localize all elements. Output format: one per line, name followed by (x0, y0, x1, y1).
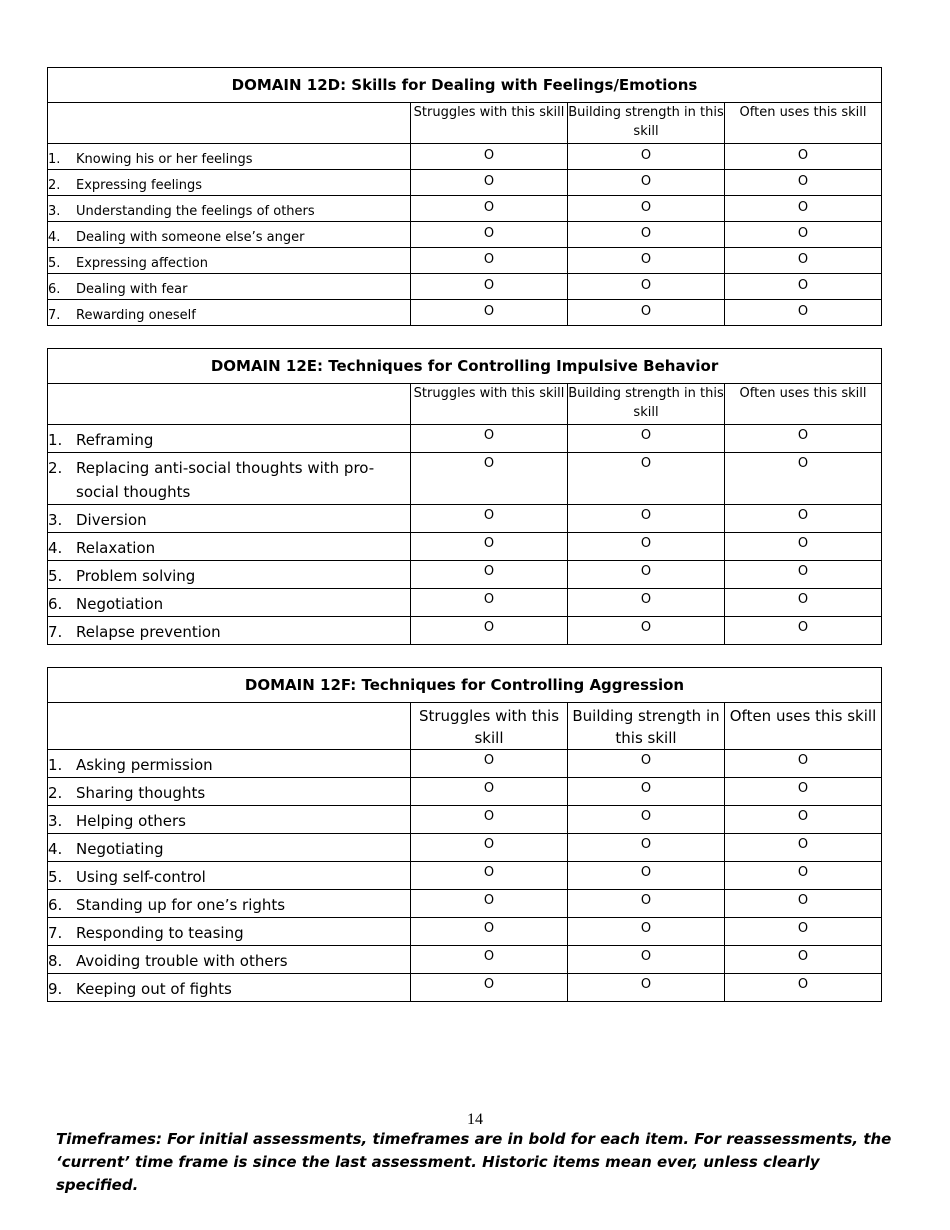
table-row (48, 890, 882, 918)
item-number: 6. (48, 282, 61, 297)
item-cell (48, 918, 411, 946)
col-often: Often uses this skill (725, 103, 882, 144)
item-number: 9. (48, 980, 63, 998)
often-option[interactable]: O (725, 890, 882, 918)
struggles-option[interactable]: O (411, 862, 568, 890)
often-option[interactable]: O (725, 144, 882, 170)
struggles-option[interactable]: O (411, 806, 568, 834)
struggles-option[interactable]: O (411, 248, 568, 274)
item-number: 4. (48, 840, 63, 858)
item-label: Using self-control (76, 868, 206, 886)
item-cell (48, 196, 411, 222)
item-number: 2. (48, 784, 63, 802)
item-cell (48, 806, 411, 834)
often-option[interactable]: O (725, 300, 882, 326)
item-label: Replacing anti-social thoughts with pro-social thoughts (76, 459, 375, 501)
domain-12d-table (47, 67, 882, 326)
item-column-header (48, 703, 411, 750)
often-option[interactable]: O (725, 222, 882, 248)
table-row (48, 144, 882, 170)
struggles-option[interactable]: O (411, 589, 568, 617)
table-row (48, 196, 882, 222)
item-number: 2. (48, 459, 63, 477)
building-option[interactable]: O (568, 274, 725, 300)
often-option[interactable]: O (725, 918, 882, 946)
item-cell (48, 505, 411, 533)
building-option[interactable]: O (568, 561, 725, 589)
often-option[interactable]: O (725, 170, 882, 196)
table-row (48, 300, 882, 326)
item-number: 1. (48, 152, 61, 167)
building-option[interactable]: O (568, 589, 725, 617)
often-option[interactable]: O (725, 834, 882, 862)
item-cell (48, 561, 411, 589)
often-option[interactable]: O (725, 248, 882, 274)
often-option[interactable]: O (725, 946, 882, 974)
item-cell (48, 778, 411, 806)
item-label: Diversion (76, 511, 147, 529)
struggles-option[interactable]: O (411, 196, 568, 222)
table-row (48, 222, 882, 248)
item-label: Dealing with fear (76, 282, 188, 297)
item-label: Sharing thoughts (76, 784, 206, 802)
col-building: Building strength in this skill (568, 384, 725, 425)
col-struggles: Struggles with this skill (411, 103, 568, 144)
table-row (48, 533, 882, 561)
item-number: 3. (48, 204, 61, 219)
struggles-option[interactable]: O (411, 778, 568, 806)
item-number: 1. (48, 756, 63, 774)
table-row (48, 248, 882, 274)
col-often: Often uses this skill (725, 703, 882, 750)
struggles-option[interactable]: O (411, 274, 568, 300)
table-row (48, 946, 882, 974)
struggles-option[interactable]: O (411, 144, 568, 170)
building-option[interactable]: O (568, 248, 725, 274)
struggles-option[interactable]: O (411, 890, 568, 918)
item-number: 5. (48, 868, 63, 886)
often-option[interactable]: O (725, 533, 882, 561)
item-label: Relapse prevention (76, 623, 221, 641)
often-option[interactable]: O (725, 196, 882, 222)
struggles-option[interactable]: O (411, 453, 568, 505)
item-label: Avoiding trouble with others (76, 952, 288, 970)
item-cell (48, 425, 411, 453)
item-label: Problem solving (76, 567, 196, 585)
table-row (48, 505, 882, 533)
col-struggles: Struggles with this skill (411, 703, 568, 750)
struggles-option[interactable]: O (411, 222, 568, 248)
building-option[interactable]: O (568, 222, 725, 248)
building-option[interactable]: O (568, 918, 725, 946)
often-option[interactable]: O (725, 806, 882, 834)
building-option[interactable]: O (568, 144, 725, 170)
item-label: Helping others (76, 812, 186, 830)
item-label: Responding to teasing (76, 924, 244, 942)
struggles-option[interactable]: O (411, 946, 568, 974)
often-option[interactable]: O (725, 617, 882, 645)
struggles-option[interactable]: O (411, 300, 568, 326)
struggles-option[interactable]: O (411, 561, 568, 589)
item-number: 6. (48, 896, 63, 914)
table-row (48, 862, 882, 890)
building-option[interactable]: O (568, 196, 725, 222)
item-cell (48, 274, 411, 300)
item-cell (48, 589, 411, 617)
often-option[interactable]: O (725, 505, 882, 533)
item-cell (48, 453, 411, 505)
col-building: Building strength in this skill (568, 703, 725, 750)
building-option[interactable]: O (568, 533, 725, 561)
item-column-header (48, 384, 411, 425)
struggles-option[interactable]: O (411, 617, 568, 645)
item-number: 8. (48, 952, 63, 970)
item-cell (48, 533, 411, 561)
struggles-option[interactable]: O (411, 533, 568, 561)
item-number: 4. (48, 230, 61, 245)
table-row (48, 918, 882, 946)
item-cell (48, 750, 411, 778)
often-option[interactable]: O (725, 453, 882, 505)
building-option[interactable]: O (568, 806, 725, 834)
building-option[interactable]: O (568, 834, 725, 862)
table-row (48, 170, 882, 196)
table-row (48, 589, 882, 617)
item-number: 3. (48, 812, 63, 830)
building-option[interactable]: O (568, 425, 725, 453)
building-option[interactable]: O (568, 974, 725, 1002)
item-label: Relaxation (76, 539, 156, 557)
item-number: 5. (48, 567, 63, 585)
building-option[interactable]: O (568, 300, 725, 326)
struggles-option[interactable]: O (411, 505, 568, 533)
table-row (48, 425, 882, 453)
item-label: Knowing his or her feelings (76, 152, 253, 167)
item-cell (48, 300, 411, 326)
item-cell (48, 222, 411, 248)
item-number: 4. (48, 539, 63, 557)
item-label: Rewarding oneself (76, 308, 196, 323)
item-label: Negotiating (76, 840, 164, 858)
item-number: 6. (48, 595, 63, 613)
often-option[interactable]: O (725, 425, 882, 453)
item-label: Standing up for one’s rights (76, 896, 286, 914)
col-often: Often uses this skill (725, 384, 882, 425)
col-building: Building strength in this skill (568, 103, 725, 144)
item-number: 7. (48, 924, 63, 942)
table-row (48, 778, 882, 806)
item-number: 7. (48, 308, 61, 323)
struggles-option[interactable]: O (411, 425, 568, 453)
item-label: Asking permission (76, 756, 213, 774)
item-label: Understanding the feelings of others (76, 204, 315, 219)
item-number: 1. (48, 431, 63, 449)
item-cell (48, 170, 411, 196)
item-cell (48, 974, 411, 1002)
domain-title: DOMAIN 12F: Techniques for Controlling Aggression (48, 668, 882, 703)
often-option[interactable]: O (725, 750, 882, 778)
domain-title: DOMAIN 12E: Techniques for Controlling Impulsive Behavior (48, 349, 882, 384)
struggles-option[interactable]: O (411, 974, 568, 1002)
table-row (48, 617, 882, 645)
timeframes-note: Timeframes: For initial assessments, timeframes are in bold for each item. For reassessments, the ‘current’ time frame is since the last assessment. Historic items mean ever, unless clearly specified. (56, 1130, 892, 1194)
domain-12e-table (47, 348, 882, 645)
item-cell (48, 144, 411, 170)
struggles-option[interactable]: O (411, 834, 568, 862)
often-option[interactable]: O (725, 589, 882, 617)
item-label: Reframing (76, 431, 154, 449)
building-option[interactable]: O (568, 778, 725, 806)
often-option[interactable]: O (725, 561, 882, 589)
item-number: 7. (48, 623, 63, 641)
building-option[interactable]: O (568, 946, 725, 974)
item-label: Keeping out of fights (76, 980, 232, 998)
table-row (48, 834, 882, 862)
building-option[interactable]: O (568, 505, 725, 533)
item-column-header (48, 103, 411, 144)
building-option[interactable]: O (568, 170, 725, 196)
often-option[interactable]: O (725, 974, 882, 1002)
table-row (48, 561, 882, 589)
item-number: 3. (48, 511, 63, 529)
domain-title: DOMAIN 12D: Skills for Dealing with Feelings/Emotions (48, 68, 882, 103)
item-cell (48, 617, 411, 645)
often-option[interactable]: O (725, 778, 882, 806)
struggles-option[interactable]: O (411, 918, 568, 946)
table-row (48, 806, 882, 834)
item-label: Expressing feelings (76, 178, 203, 193)
table-row (48, 974, 882, 1002)
building-option[interactable]: O (568, 617, 725, 645)
item-label: Expressing affection (76, 256, 208, 271)
table-row (48, 453, 882, 505)
item-label: Dealing with someone else’s anger (76, 230, 305, 245)
item-cell (48, 248, 411, 274)
building-option[interactable]: O (568, 750, 725, 778)
item-cell (48, 890, 411, 918)
domain-12f-table (47, 667, 882, 1002)
item-number: 5. (48, 256, 61, 271)
building-option[interactable]: O (568, 890, 725, 918)
item-number: 2. (48, 178, 61, 193)
page-number: 14 (467, 1111, 483, 1128)
building-option[interactable]: O (568, 453, 725, 505)
struggles-option[interactable]: O (411, 750, 568, 778)
table-row (48, 750, 882, 778)
often-option[interactable]: O (725, 274, 882, 300)
building-option[interactable]: O (568, 862, 725, 890)
item-cell (48, 946, 411, 974)
often-option[interactable]: O (725, 862, 882, 890)
table-row (48, 274, 882, 300)
item-label: Negotiation (76, 595, 164, 613)
struggles-option[interactable]: O (411, 170, 568, 196)
item-cell (48, 834, 411, 862)
col-struggles: Struggles with this skill (411, 384, 568, 425)
item-cell (48, 862, 411, 890)
